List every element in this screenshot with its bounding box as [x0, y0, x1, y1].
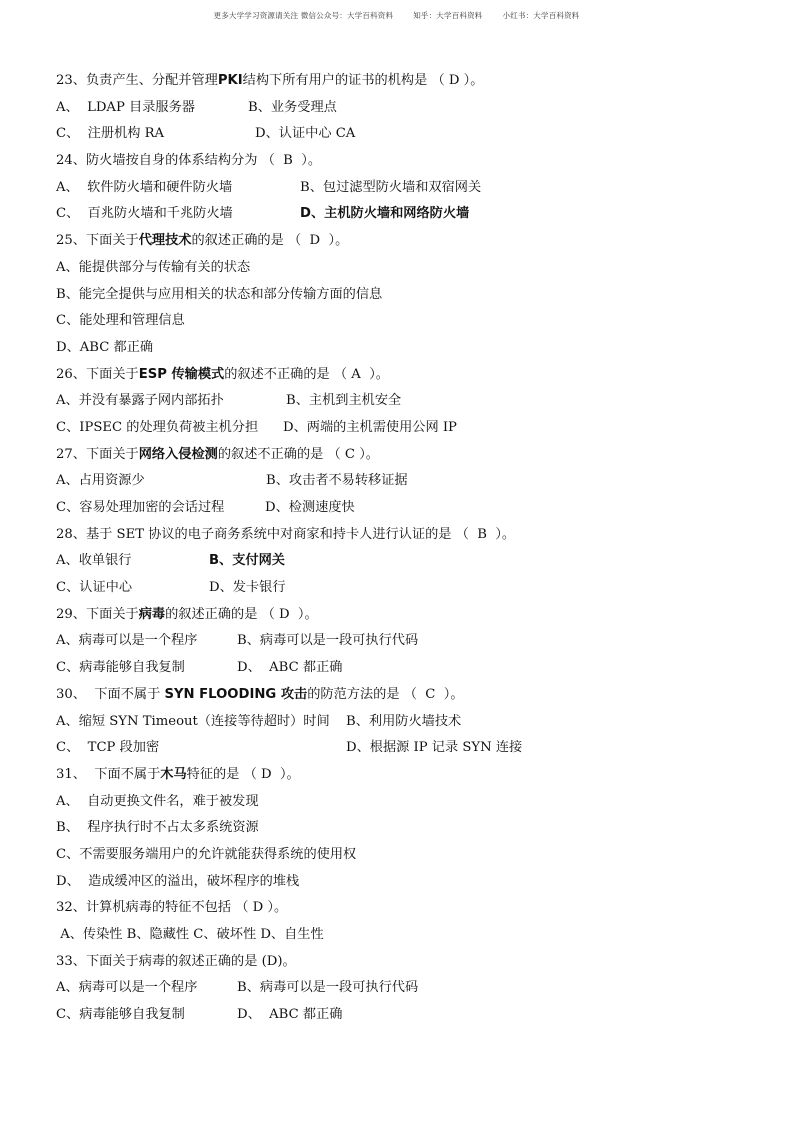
question-24: 24、防火墙按自身的体系结构分为 （ B ）。 — [56, 153, 322, 169]
question-25: 25、下面关于代理技术的叙述正确的是 （ D ）。 — [56, 233, 349, 249]
q33-row-ab — [56, 975, 756, 1002]
question-32: 32、计算机病毒的特征不包括 （ D ）。 — [56, 900, 288, 916]
q28-row-cd — [56, 575, 756, 602]
q29-option-d: D、 ABC 都正确 — [237, 660, 343, 676]
q26-row-ab — [56, 388, 756, 415]
header-zhihu: 知乎：大学百科资料 — [413, 11, 483, 20]
q31-option-c: C、不需要服务端用户的允许就能获得系统的使用权 — [56, 846, 357, 862]
question-27: 27、下面关于网络入侵检测的叙述不正确的是 （ C ）。 — [56, 446, 379, 462]
header-xiaohongshu: 小红书：大学百科资料 — [502, 11, 580, 20]
q24-option-b: B、包过滤型防火墙和双宿网关 — [300, 179, 482, 195]
question-23: 23、负责产生、分配并管理PKI结构下所有用户的证书的机构是 （ D ）。 — [56, 73, 484, 88]
q26-option-a: A、并没有暴露子网内部拓扑 — [56, 393, 224, 409]
q33-option-a: A、病毒可以是一个程序 — [56, 980, 198, 996]
q27-row-cd — [56, 495, 756, 522]
page-header — [0, 10, 793, 21]
q28-option-b: B、支付网关 — [209, 553, 285, 569]
question-list — [56, 68, 756, 1029]
q29-option-b: B、病毒可以是一段可执行代码 — [237, 633, 419, 649]
q24-option-a: A、 软件防火墙和硬件防火墙 — [56, 179, 233, 195]
q33-option-c: C、病毒能够自我复制 — [56, 1007, 185, 1023]
q27-option-c: C、容易处理加密的会话过程 — [56, 500, 225, 515]
q30-option-d: D、根据源 IP 记录 SYN 连接 — [346, 740, 523, 756]
q26-option-d: D、两端的主机需使用公网 IP — [283, 419, 457, 435]
question-26: 26、下面关于ESP 传输模式的叙述不正确的是 （ A ）。 — [56, 366, 389, 382]
question-30: 30、 下面不属于 SYN FLOODING 攻击的防范方法的是 （ C ）。 — [56, 686, 464, 702]
q23-option-b: B、业务受理点 — [248, 99, 337, 115]
q33-option-d: D、 ABC 都正确 — [237, 1007, 343, 1023]
q23-option-d: D、认证中心 CA — [255, 126, 356, 142]
q23-row-cd — [56, 121, 756, 148]
q24-row-ab — [56, 175, 756, 202]
q33-option-b: B、病毒可以是一段可执行代码 — [237, 980, 419, 996]
q24-row-cd — [56, 201, 756, 228]
q25-option-c: C、能处理和管理信息 — [56, 313, 185, 329]
question-33: 33、下面关于病毒的叙述正确的是 (D)。 — [56, 953, 296, 969]
q24-option-c: C、 百兆防火墙和千兆防火墙 — [56, 206, 233, 222]
q31-option-b: B、 程序执行时不占太多系统资源 — [56, 820, 259, 836]
q30-row-ab — [56, 709, 756, 736]
question-31: 31、 下面不属于木马特征的是 （ D ）。 — [56, 766, 300, 782]
q25-option-b: B、能完全提供与应用相关的状态和部分传输方面的信息 — [56, 286, 383, 302]
q28-option-c: C、认证中心 — [56, 580, 133, 596]
q23-row-ab — [56, 95, 756, 122]
q29-option-a: A、病毒可以是一个程序 — [56, 633, 198, 649]
q31-option-d: D、 造成缓冲区的溢出，破坏程序的堆栈 — [56, 873, 300, 889]
q27-option-b: B、攻击者不易转移证据 — [266, 473, 408, 489]
header-wechat: 更多大学学习资源请关注 微信公众号：大学百科资料 — [213, 11, 394, 20]
q27-option-d: D、检测速度快 — [265, 500, 355, 515]
q30-row-cd — [56, 735, 756, 762]
q32-options: A、传染性 B、隐藏性 C、破坏性 D、自生性 — [56, 927, 324, 942]
q26-option-b: B、主机到主机安全 — [286, 393, 402, 409]
q27-option-a: A、占用资源少 — [56, 473, 145, 489]
q29-option-c: C、病毒能够自我复制 — [56, 660, 185, 676]
q31-option-a: A、 自动更换文件名，难于被发现 — [56, 793, 259, 809]
question-28: 28、基于 SET 协议的电子商务系统中对商家和持卡人进行认证的是 （ B ）。 — [56, 526, 516, 542]
q28-option-d: D、发卡银行 — [209, 580, 286, 596]
q30-option-b: B、利用防火墙技术 — [346, 713, 462, 729]
q23-option-c: C、 注册机构 RA — [56, 126, 165, 142]
q29-row-cd — [56, 655, 756, 682]
q29-row-ab — [56, 628, 756, 655]
q30-option-a: A、缩短 SYN Timeout（连接等待超时）时间 — [56, 713, 330, 729]
q23-option-a: A、 LDAP 目录服务器 — [56, 99, 195, 115]
q30-option-c: C、 TCP 段加密 — [56, 740, 160, 756]
q25-option-d: D、ABC 都正确 — [56, 339, 154, 355]
q26-option-c: C、IPSEC 的处理负荷被主机分担 — [56, 419, 259, 435]
q28-row-ab — [56, 548, 756, 575]
q24-option-d: D、主机防火墙和网络防火墙 — [300, 206, 470, 222]
question-29: 29、下面关于病毒的叙述正确的是 （ D ）。 — [56, 606, 318, 622]
q27-row-ab — [56, 468, 756, 495]
q33-row-cd — [56, 1002, 756, 1029]
q28-option-a: A、收单银行 — [56, 553, 132, 569]
q26-row-cd — [56, 415, 756, 442]
q25-option-a: A、能提供部分与传输有关的状态 — [56, 259, 251, 275]
